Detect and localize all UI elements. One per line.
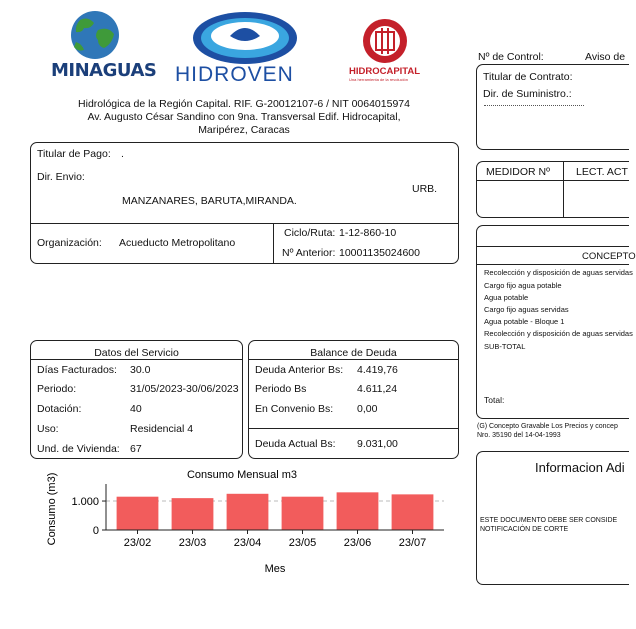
deuda-title: Balance de Deuda — [310, 347, 397, 359]
titular-pago-value: . — [121, 148, 124, 160]
deuda-value-2: 0,00 — [357, 403, 378, 415]
urb-label: URB. — [412, 183, 438, 195]
servicio-label-1: Periodo: — [37, 383, 77, 395]
note-line-1: (G) Concepto Gravable Los Precios y concep — [477, 423, 618, 430]
servicio-label-3: Uso: — [37, 423, 59, 435]
company-line-1: Hidrológica de la Región Capital. RIF. G-20012107-6 / NIT 0064015974 — [78, 98, 410, 110]
titular-pago-label: Titular de Pago: — [37, 148, 111, 160]
deuda-value-1: 4.611,24 — [357, 383, 398, 395]
chart-ylabel: Consumo (m3) — [46, 472, 58, 546]
dir-suministro-label: Dir. de Suministro.: — [483, 88, 572, 100]
note-line-2: Nro. 35190 del 14-04-1993 — [477, 432, 561, 439]
medidor-label: MEDIDOR Nº — [486, 166, 550, 178]
servicio-label-0: Días Facturados: — [37, 364, 117, 376]
info-title: Informacion Adi — [535, 460, 625, 475]
chart-xlabel: Mes — [264, 563, 286, 575]
deuda-label-0: Deuda Anterior Bs: — [255, 364, 344, 376]
concepto-label: CONCEPTO — [582, 251, 636, 262]
address-value: MANZANARES, BARUTA,MIRANDA. — [122, 195, 297, 207]
concept-item-3: Cargo fijo aguas servidas — [484, 305, 569, 314]
hidroven-wordmark: HIDROVEN — [175, 63, 294, 86]
titular-contrato-label: Titular de Contrato: — [483, 71, 573, 83]
company-line-2: Av. Augusto César Sandino con 9na. Transversal Edif. Hidrocapital, — [87, 111, 401, 123]
chart-xtick-label: 23/05 — [288, 537, 317, 549]
chart-title: Consumo Mensual m3 — [186, 469, 298, 481]
medidor-header-divider — [476, 180, 629, 181]
chart-ytick-label: 1.000 — [71, 496, 99, 509]
total-label: Total: — [484, 395, 505, 405]
ciclo-value: 1-12-860-10 — [339, 227, 397, 239]
chart-xtick-label: 23/02 — [123, 537, 152, 549]
chart-bar — [117, 497, 159, 530]
servicio-value-3: Residencial 4 — [130, 423, 194, 435]
chart-bar — [392, 494, 434, 530]
medidor-vertical-divider — [563, 161, 564, 218]
subtotal-label: SUB-TOTAL — [484, 342, 526, 351]
water-drop-icon — [190, 10, 300, 65]
control-label: Nº de Control: — [478, 51, 544, 63]
chart-xtick-label: 23/04 — [233, 537, 262, 549]
minaguas-wordmark: MINAGUAS — [51, 60, 157, 81]
cut-off-text-strip — [484, 105, 584, 108]
deuda-total-divider — [248, 428, 459, 429]
company-line-3: Maripérez, Caracas — [198, 124, 290, 136]
servicio-value-2: 40 — [130, 403, 142, 415]
deuda-actual-value: 9.031,00 — [357, 438, 398, 450]
hidrocapital-wordmark: HIDROCAPITAL — [349, 66, 421, 77]
concepto-top-divider — [476, 246, 629, 247]
deuda-label-2: En Convenio Bs: — [255, 403, 334, 415]
deuda-label-1: Periodo Bs — [255, 383, 307, 395]
lect-label: LECT. ACT — [576, 166, 628, 178]
consumo-chart — [30, 462, 470, 612]
concepto-header-divider — [476, 264, 629, 265]
concept-item-0: Recolección y disposición de aguas servidas — [484, 268, 633, 277]
titular-vertical-divider — [273, 223, 274, 264]
servicio-label-2: Dotación: — [37, 403, 82, 415]
anterior-label: Nº Anterior: — [282, 247, 336, 259]
anterior-value: 10001135024600 — [339, 247, 420, 259]
chart-ytick-label: 0 — [92, 525, 99, 537]
concept-item-2: Agua potable — [484, 293, 529, 302]
titular-divider — [30, 223, 459, 224]
chart-bar — [172, 498, 214, 530]
chart-xtick-label: 23/06 — [343, 537, 372, 549]
hidrocapital-tagline: Una herramienta de la revolución — [349, 77, 408, 82]
info-line-1: ESTE DOCUMENTO DEBE SER CONSIDE — [480, 517, 618, 524]
organizacion-value: Acueducto Metropolitano — [119, 237, 236, 249]
servicio-value-0: 30.0 — [130, 364, 151, 376]
info-line-2: NOTIFICACIÓN DE CORTE — [480, 526, 569, 533]
hidrocapital-emblem-icon — [362, 18, 408, 64]
hidrocapital-logo — [362, 18, 408, 64]
deuda-title-divider — [248, 359, 459, 360]
ciclo-label: Ciclo/Ruta: — [284, 227, 336, 239]
concept-item-1: Cargo fijo agua potable — [484, 281, 562, 290]
chart-xtick-label: 23/03 — [178, 537, 207, 549]
chart-xtick-label: 23/07 — [398, 537, 427, 549]
aviso-label: Aviso de — [585, 51, 626, 63]
concept-item-4: Agua potable - Bloque 1 — [484, 317, 565, 326]
servicio-value-4: 67 — [130, 443, 142, 455]
concept-item-5: Recolección y disposición de aguas servidas — [484, 329, 633, 338]
servicio-label-4: Und. de Vivienda: — [37, 443, 120, 455]
deuda-value-0: 4.419,76 — [357, 364, 398, 376]
chart-bar — [337, 492, 379, 530]
deuda-actual-label: Deuda Actual Bs: — [255, 438, 336, 450]
dir-envio-label: Dir. Envio: — [37, 171, 85, 183]
servicio-title-divider — [30, 359, 243, 360]
servicio-title: Datos del Servicio — [94, 347, 179, 359]
chart-bar — [282, 497, 324, 530]
organizacion-label: Organización: — [37, 237, 102, 249]
hidroven-logo — [190, 10, 300, 65]
chart-bar — [227, 494, 269, 530]
servicio-value-1: 31/05/2023-30/06/2023 — [130, 383, 239, 395]
